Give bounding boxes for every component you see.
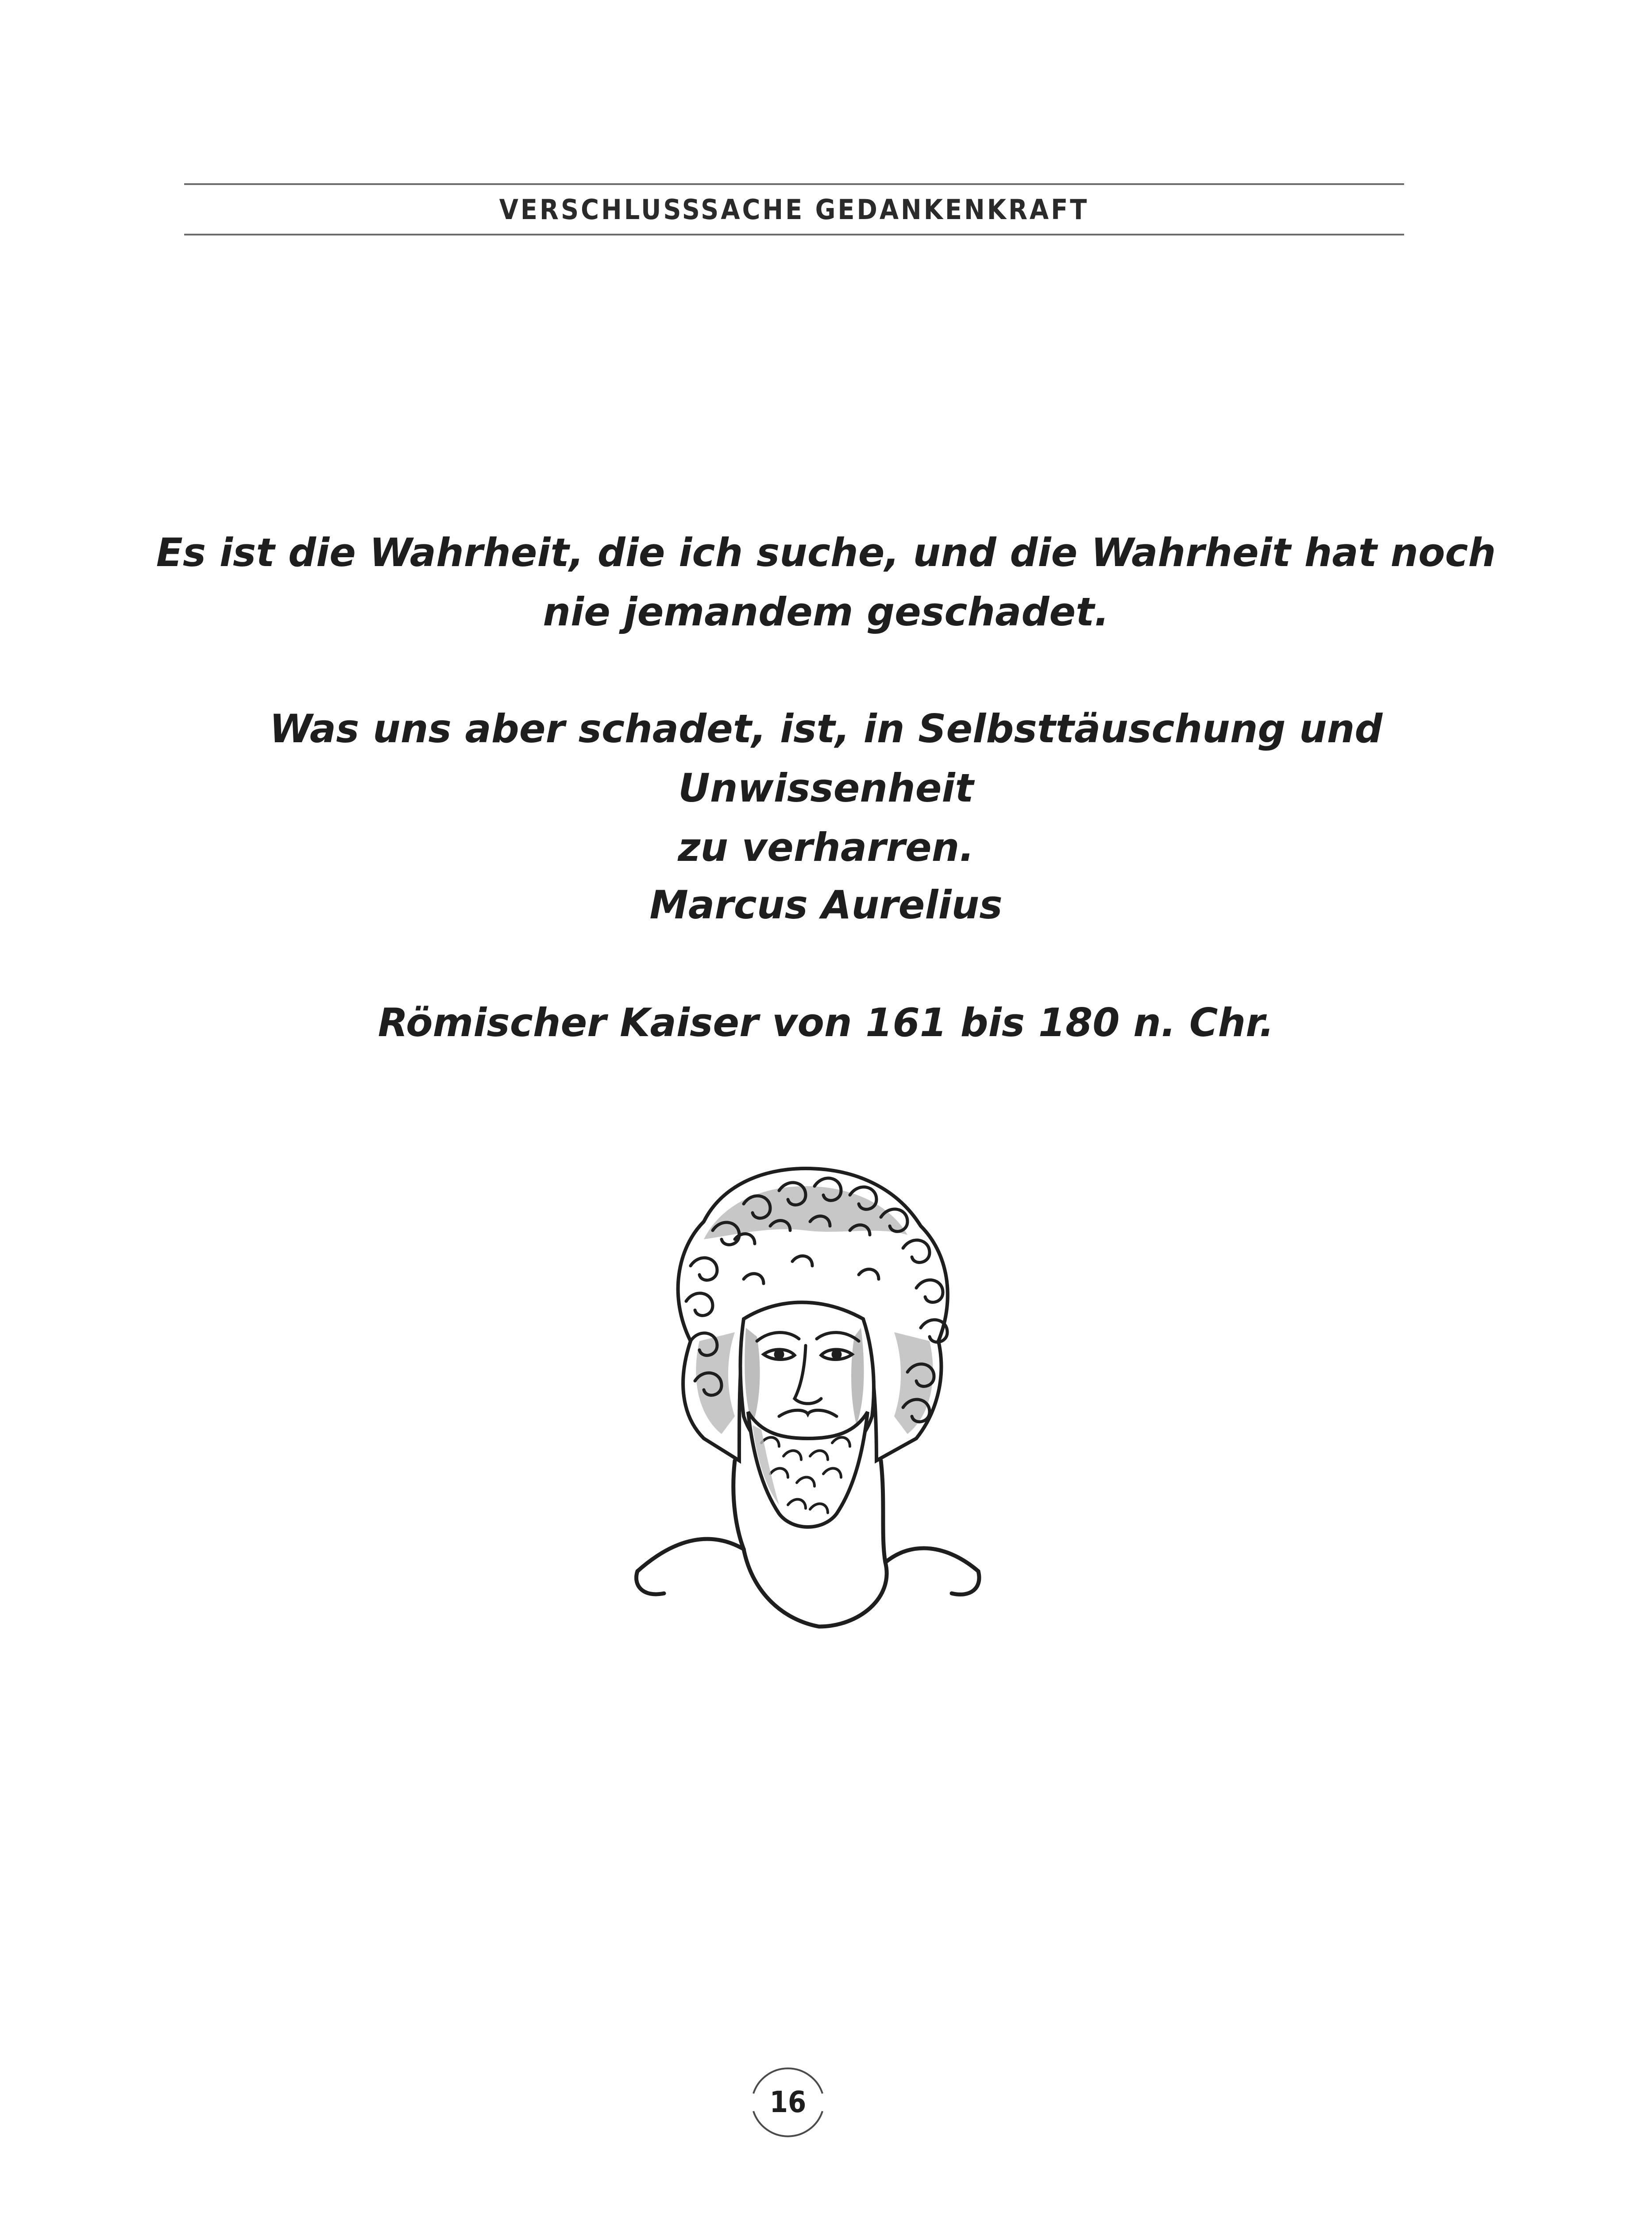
author-name: Marcus Aurelius: [649, 882, 1003, 928]
marcus-aurelius-bust-icon: [611, 1151, 1000, 1638]
quote-line: zu verharren.: [678, 825, 974, 870]
quote-line: Was uns aber schadet, ist, in Selbsttäuschung und Unwissenheit: [269, 706, 1383, 811]
header-rule-top: [184, 183, 1404, 185]
author-title: Römischer Kaiser von 161 bis 180 n. Chr.: [378, 1000, 1274, 1045]
quote-author: [133, 875, 1519, 935]
header-rule-bottom: [184, 234, 1404, 235]
quote-paragraph-2: [133, 699, 1519, 877]
quote-line: Es ist die Wahrheit, die ich suche, und die Wahrheit hat noch: [156, 530, 1496, 575]
quote-author-title: [133, 993, 1519, 1053]
quote-line: nie jemandem geschadet.: [543, 589, 1109, 635]
page-number: 16: [769, 2085, 807, 2119]
quote-paragraph-1: [133, 523, 1519, 642]
running-head: VERSCHLUSSSACHE GEDANKENKRAFT: [499, 193, 1089, 226]
page-number-badge: [744, 2058, 832, 2147]
